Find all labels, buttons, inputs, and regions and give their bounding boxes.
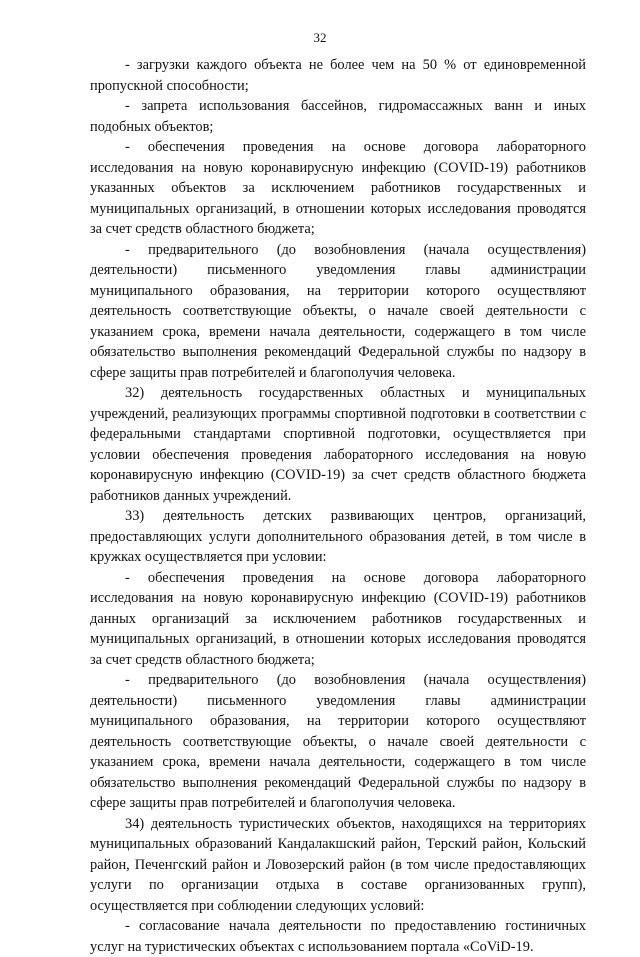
paragraph: - запрета использования бассейнов, гидромассажных ванн и иных подобных объектов; (90, 98, 586, 135)
paragraph: 32) деятельность государственных областных и муниципальных учреждений, реализующих программы спортивной подготовки в соответствии с федеральными стандартами спортивной подготовки, осуществляется при условии обеспечения проведения лабораторного исследования на новую коронавирусную инфекцию (COVID-19) за счет средств областного бюджета работников данных учреждений. (90, 385, 586, 504)
paragraph: - предварительного (до возобновления (начала осуществления) деятельности) письменного уведомления главы администрации муниципального образования, на территории которого осуществляют деятельность соответствующие объекты, о начале своей деятельности с указанием срока, времени начала деятельности, содержащего в том числе обязательство выполнения рекомендаций Федеральной службы по надзору в сфере защиты прав потребителей и благополучия человека. (90, 672, 586, 811)
paragraph: 34) деятельность туристических объектов, находящихся на территориях муниципальных образований Кандалакшский район, Терский район, Кольский район, Печенгский район и Ловозерский район (в том числе предоставляющих услуги по организации отдыха в составе организованных групп), осуществляется при соблюдении следующих условий: (90, 815, 586, 914)
paragraph: - согласование начала деятельности по предоставлению гостиничных услуг на туристических объектах с использованием портала «CoViD-19. (90, 918, 586, 955)
paragraph: - обеспечения проведения на основе договора лабораторного исследования на новую коронавирусную инфекцию (COVID-19) работников данных организаций за исключением работников государственных и муниципальных организаций, в отношении которых исследования проводятся за счет средств областного бюджета; (90, 569, 586, 668)
paragraph: - обеспечения проведения на основе договора лабораторного исследования на новую коронавирусную инфекцию (COVID-19) работников указанных объектов за исключением работников государственных и муниципальных организаций, в отношении которых исследования проводятся за счет средств областного бюджета; (90, 139, 586, 237)
paragraph: - предварительного (до возобновления (начала осуществления) деятельности) письменного уведомления главы администрации муниципального образования, на территории которого осуществляют деятельность соответствующие объекты, о начале своей деятельности с указанием срока, времени начала деятельности, содержащего в том числе обязательство выполнения рекомендаций Федеральной службы по надзору в сфере защиты прав потребителей и благополучия человека. (90, 241, 586, 381)
paragraph: - загрузки каждого объекта не более чем на 50 % от единовременной пропускной способности; (90, 57, 586, 94)
paragraph: 33) деятельность детских развивающих центров, организаций, предоставляющих услуги дополнительного образования детей, в том числе в кружках осуществляется при условии: (90, 508, 586, 565)
document-body (90, 55, 586, 957)
page-number: 32 (313, 30, 327, 45)
